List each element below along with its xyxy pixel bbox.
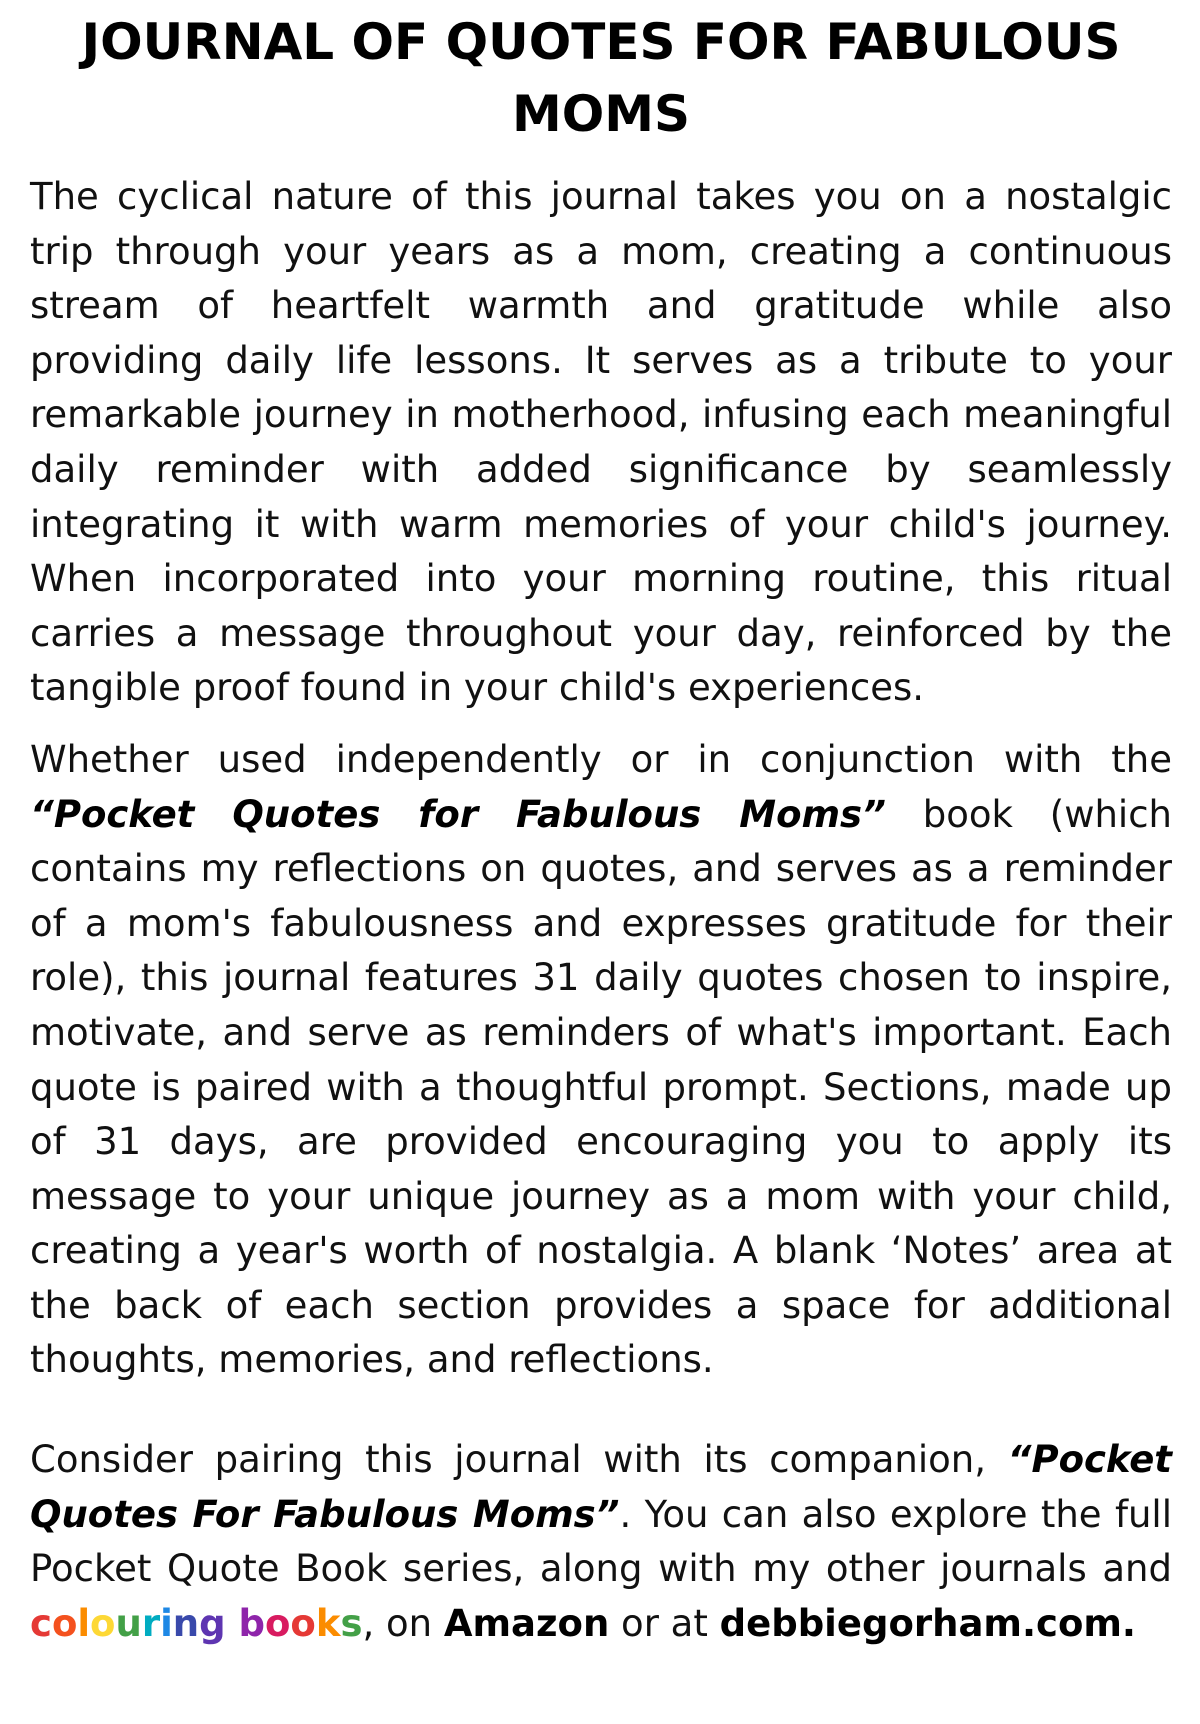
rainbow-letter: o bbox=[90, 1601, 116, 1645]
rainbow-letter: s bbox=[340, 1601, 363, 1645]
text-or-at: or at bbox=[609, 1601, 720, 1645]
companion-book-title: “Pocket Quotes For Fabulous Moms” bbox=[30, 1438, 1172, 1536]
rainbow-letter: l bbox=[77, 1601, 91, 1645]
colouring-books-rainbow-text bbox=[30, 1602, 362, 1645]
companion-text-middle: . You can also explore the full Pocket Quote Book series, along with my other journals and bbox=[30, 1492, 1172, 1591]
companion-text-before: Consider pairing this journal with its companion, bbox=[30, 1438, 1008, 1482]
website-label: debbiegorham.com. bbox=[719, 1601, 1136, 1645]
rainbow-letter: n bbox=[172, 1601, 200, 1645]
rainbow-letter: o bbox=[290, 1601, 316, 1645]
rainbow-letter bbox=[226, 1602, 239, 1645]
rainbow-letter: o bbox=[264, 1601, 291, 1645]
rainbow-letter: g bbox=[199, 1601, 226, 1645]
amazon-label: Amazon bbox=[443, 1601, 610, 1645]
rainbow-letter: c bbox=[30, 1601, 52, 1645]
rainbow-letter: k bbox=[315, 1601, 341, 1645]
usage-paragraph bbox=[30, 733, 1172, 1388]
rainbow-letter: o bbox=[51, 1601, 78, 1645]
usage-text-before: Whether used independently or in conjunction with the bbox=[30, 737, 1172, 781]
text-on: , on bbox=[362, 1601, 444, 1645]
intro-paragraph: The cyclical nature of this journal takes you on a nostalgic trip through your years as a mom, creating a continuous stream of heartfelt warmth and gratitude while also providing daily life lessons. It serves as a tribute to your remarkable journey in motherhood, infusing each meaningful daily reminder with added significance by seamlessly integrating it with warm memories of your child's journey. When incorporated into your morning routine, this ritual carries a message throughout your day, reinforced by the tangible proof found in your child's experiences. bbox=[30, 175, 1172, 710]
rainbow-letter: i bbox=[160, 1601, 173, 1645]
rainbow-letter: b bbox=[238, 1601, 265, 1645]
rainbow-letter: u bbox=[115, 1601, 142, 1645]
rainbow-letter: r bbox=[141, 1601, 161, 1645]
page-title: JOURNAL OF QUOTES FOR FABULOUS MOMS bbox=[81, 13, 1121, 143]
book-title-emphasis: “Pocket Quotes for Fabulous Moms” bbox=[30, 792, 886, 836]
usage-text-after: book (which contains my reflections on quotes, and serves as a reminder of a mom's fabulousness and expresses gratitude for their role), this journal features 31 daily quotes chosen to inspire, motivate, and serve as reminders of what's important. Each quote is paired with a thoughtful prompt. Sections, made up of 31 days, are provided encouraging you to apply its message to your unique journey as a mom with your child, creating a year's worth of nostalgia. A blank ‘Notes’ area at the back of each section provides a space for additional thoughts, memories, and reflections. bbox=[30, 792, 1173, 1382]
companion-paragraph bbox=[30, 1433, 1172, 1651]
